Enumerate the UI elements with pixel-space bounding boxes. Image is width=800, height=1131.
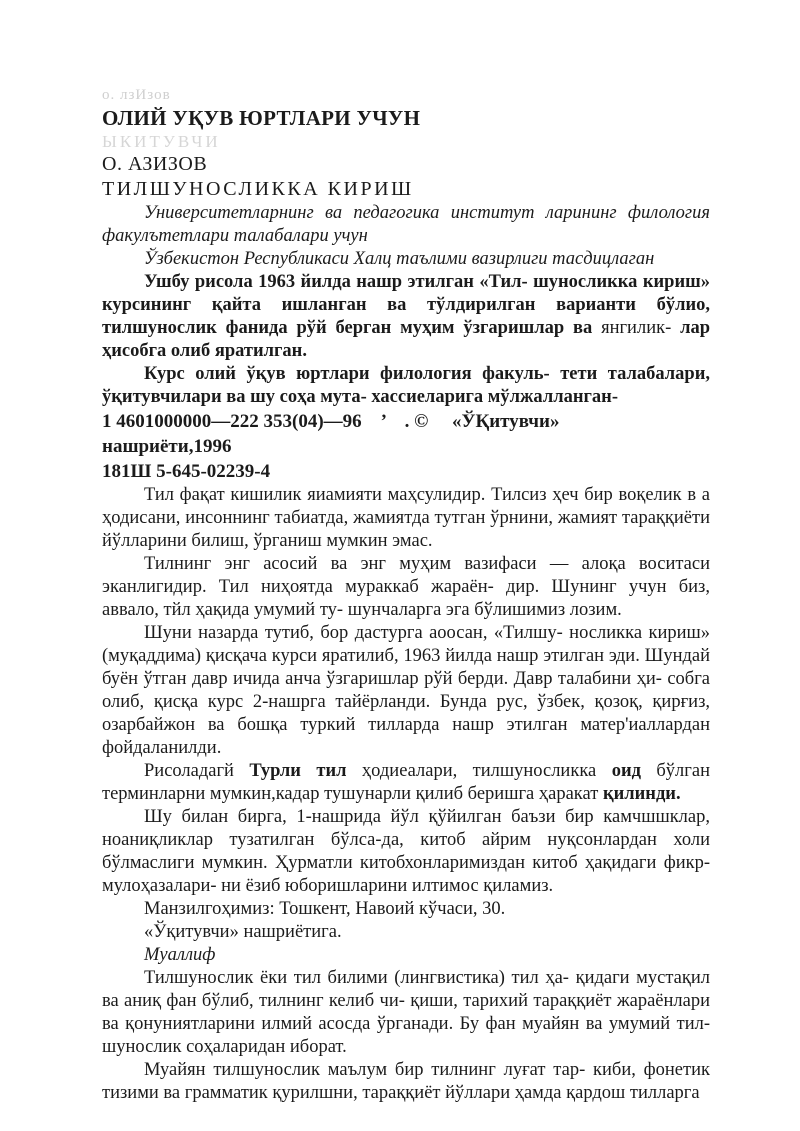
- body-para-4-text: қилинди.: [602, 784, 681, 804]
- series-heading-text: ОЛИЙ УҚУВ ЮРТЛАРИ УЧУН: [102, 106, 421, 130]
- body-para-4-text: оид: [611, 761, 641, 781]
- body-para-4-text: бўлган терминларни мумкин,кадар тушунарли қилиб беришга ҳаракат: [102, 761, 710, 804]
- signature-line: [102, 944, 710, 967]
- book-title-text: ТИЛШУНОСЛИККА КИРИШ: [102, 178, 414, 200]
- body-para-1: [102, 484, 710, 553]
- annotation-para-1-text: янгилик-: [601, 318, 681, 338]
- series-heading: [102, 105, 710, 131]
- body-para-5-text: Шу билан бирга, 1-нашрида йўл қўйилган баъзи бир камчшшклар, ноаниқликлар тузатилган бўлса-да, китоб айрим нуқсонлардан холи бўлмаслиги мумкин. Ҳурматли китобхонларимиздан китоб ҳақидаги фикр- мулоҳазалари- ни ёзиб юборишларини илтимос қиламиз.: [102, 807, 710, 896]
- publisher-name-line: [102, 434, 710, 459]
- body-para-4-text: Рисоладагй: [144, 761, 250, 781]
- audience-note: [102, 202, 710, 248]
- body-para-4-text: Турли тил: [249, 761, 347, 781]
- author-name: [102, 152, 710, 177]
- body-para-4-text: ҳодиеалари, тилшуносликка: [346, 761, 612, 781]
- publisher-code-line: [102, 409, 710, 434]
- annotation-para-2: [102, 363, 710, 409]
- body-para-1-text: Тил фақат кишилик яиамияти маҳсулидир. Тилсиз ҳеч бир воқелик в а ҳодисани, инсоннинг табиатда, жамиятда тутган ўрнини, жамият тараққиёти йўлларини билиш, ўрганиш мумкин эмас.: [102, 485, 710, 551]
- body-para-7: [102, 1059, 710, 1105]
- address-line: [102, 898, 710, 921]
- signature-line-text: Муаллиф: [144, 945, 216, 965]
- approval-note: [102, 248, 710, 271]
- isbn-line: [102, 459, 710, 484]
- address-line-text: Манзилгоҳимиз: Тошкент, Навоий кўчаси, 30.: [144, 899, 506, 919]
- book-title: [102, 177, 710, 202]
- annotation-para-2-text: Курс олий ўқув юртлари филология факуль- тети талабалари, ўқитувчилари ва шу соҳа мута- хассиеларига мўлжалланган-: [102, 364, 710, 407]
- ghost-imprint-publisher: [102, 131, 710, 152]
- body-para-3: [102, 622, 710, 760]
- annotation-para-1-text: Ушбу рисола 1963 йилда нашр этилган «Тил- шуносликка кириш» курсининг қайта ишланган ва тўлдирилган варианти бўлио, тилшунослик фанида рўй берган муҳим ўзгаришлар ва: [102, 272, 710, 338]
- body-para-6: [102, 967, 710, 1059]
- ghost-imprint-top: [102, 86, 710, 105]
- body-para-6-text: Тилшунослик ёки тил билими (лингвистика) тил ҳа- қидаги мустақил ва аниқ фан бўлиб, тилнинг келиб чи- қиши, тарихий тараққиёт жараёнлари ва қонуниятларини илмий асосда ўрганади. Бу фан муайян ва умумий тил- шунослик соҳаларидан иборат.: [102, 968, 710, 1057]
- body-para-7-text: Муайян тилшунослик маълум бир тилнинг луғат тар- киби, фонетик тизими ва грамматик қурилшни, тараққиёт йўллари ҳамда қардош тилларга: [102, 1060, 710, 1103]
- author-name-text: О. АЗИЗОВ: [102, 153, 208, 175]
- body-para-2: [102, 553, 710, 622]
- publisher-name-line-text: нашриёти,1996: [102, 436, 232, 457]
- body-para-2-text: Тилнинг энг асосий ва энг муҳим вазифаси — алоқа воситаси эканлигидир. Тил ниҳоятда мураккаб жараён- дир. Шунинг учун биз, аввало, тйл ҳақида умумий ту- шунчаларга эга бўлишимиз лозим.: [102, 554, 710, 620]
- publisher-address-line-text: «Ўқитувчи» нашриётига.: [144, 922, 342, 942]
- approval-note-text: Ўзбекистон Республикаси Халц таълими вазирлиги тасдицлаган: [144, 249, 655, 269]
- body-para-4: [102, 760, 710, 806]
- ghost-imprint-publisher-text: ЫКИТУВЧИ: [102, 132, 221, 151]
- isbn-line-text: 181Ш 5-645-02239-4: [102, 461, 271, 482]
- annotation-para-1: [102, 271, 710, 363]
- annotation-para-1-text: лар ҳисобга олиб яратилган.: [102, 318, 710, 361]
- body-para-5: [102, 806, 710, 898]
- publisher-code-line-text: 1 4601000000—222 353(04)—96 ’ . © «ЎҚитувчи»: [102, 411, 560, 432]
- audience-note-text: Университетларнинг ва педагогика институт ларининг филология факулътетлари талабалари учун: [102, 203, 710, 246]
- ghost-imprint-top-text: о. лзИзов: [102, 87, 171, 103]
- publisher-address-line: [102, 921, 710, 944]
- body-para-3-text: Шуни назарда тутиб, бор дастурга аоосан, «Тилшу- носликка кириш» (муқаддима) қисқача курси яратилиб, 1963 йилда нашр этилган эди. Шундай буён ўтган давр ичида анча ўзгаришлар рўй берди. Давр талабини ҳи- собга олиб, қисқа курс 2-нашрга тайёрланди. Бунда рус, ўзбек, қозоқ, қирғиз, озарбайжон ва бошқа туркий тилларда нашр этилган матер'иаллардан фойдаланилди.: [102, 623, 710, 758]
- document-content: [102, 86, 710, 1105]
